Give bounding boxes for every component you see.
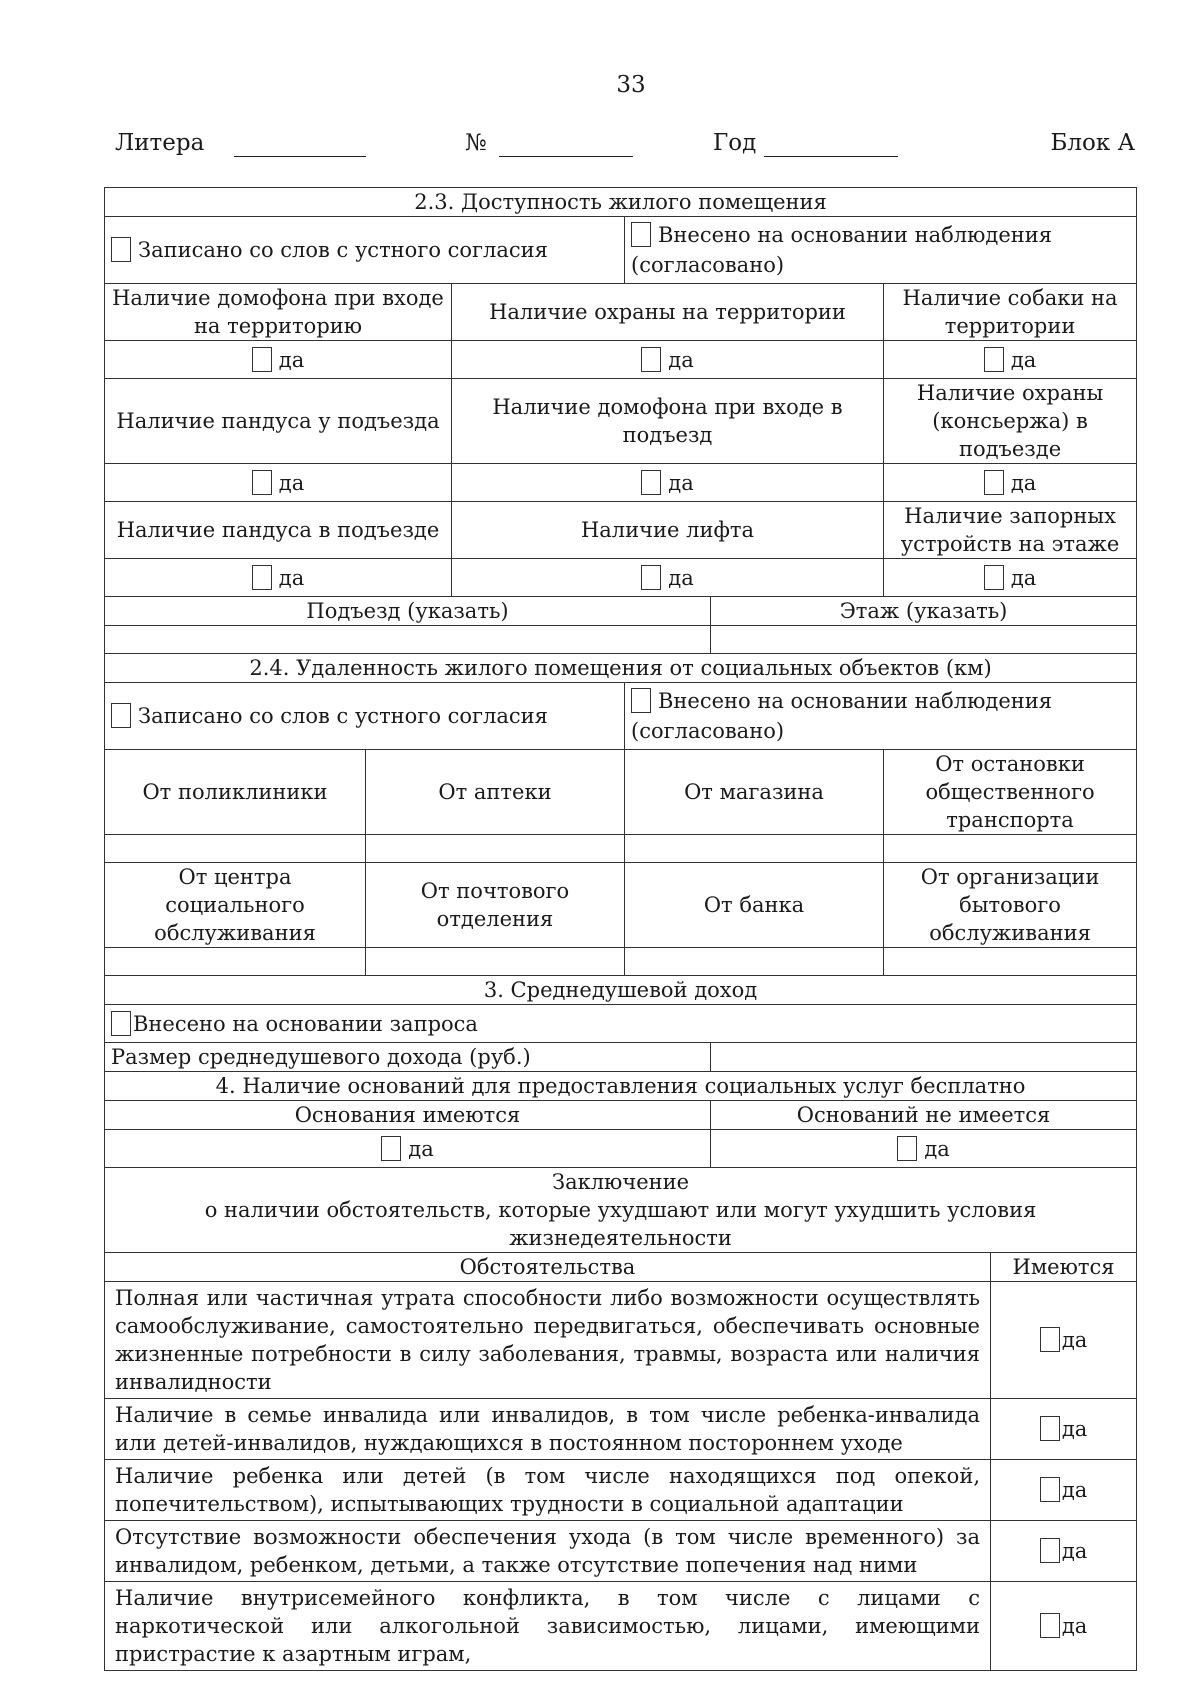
elevator-answer: да bbox=[452, 559, 884, 597]
concierge-entrance-label: Наличие охраны (консьержа) в подъезде bbox=[884, 379, 1137, 464]
ramp-inside-label: Наличие пандуса в подъезде bbox=[105, 502, 452, 559]
sec23-oral-consent-checkbox[interactable] bbox=[111, 237, 131, 262]
dist-pharmacy-label: От аптеки bbox=[366, 750, 625, 835]
checkbox[interactable] bbox=[252, 470, 272, 495]
intercom-entrance-answer: да bbox=[452, 464, 884, 502]
grounds-present-answer: да bbox=[105, 1130, 711, 1168]
sec24-oral-consent-checkbox[interactable] bbox=[111, 703, 131, 728]
elevator-label: Наличие лифта bbox=[452, 502, 884, 559]
checkbox[interactable] bbox=[641, 470, 661, 495]
ramp-entrance-label: Наличие пандуса у подъезда bbox=[105, 379, 452, 464]
grounds-absent-label: Оснований не имеется bbox=[711, 1101, 1137, 1130]
checkbox[interactable] bbox=[984, 347, 1004, 372]
circumstance-answer: да bbox=[991, 1521, 1137, 1582]
checkbox[interactable] bbox=[984, 565, 1004, 590]
checkbox[interactable] bbox=[641, 347, 661, 372]
circumstance-row: Полная или частичная утрата способности либо возможности осуществлять самообслуживание, самостоятельно передвигаться, обеспечивать основные жизненные потребности в силу заболевания, травмы, возраста или наличия инвалидности bbox=[105, 1282, 991, 1399]
dist-post-office-label: От почтового отделения bbox=[366, 863, 625, 948]
income-input[interactable] bbox=[711, 1043, 1137, 1072]
checkbox[interactable] bbox=[641, 565, 661, 590]
circumstance-row: Отсутствие возможности обеспечения ухода (в том числе временного) за инвалидом, ребенком, детьми, а также отсутствие попечения над ними bbox=[105, 1521, 991, 1582]
checkbox[interactable] bbox=[1040, 1416, 1060, 1441]
floor-input[interactable] bbox=[711, 626, 1137, 654]
concierge-entrance-answer: да bbox=[884, 464, 1137, 502]
conclusion-heading bbox=[105, 1168, 1137, 1253]
income-request-option: Внесено на основании запроса bbox=[105, 1005, 1137, 1043]
circumstances-column-header: Обстоятельства bbox=[105, 1253, 991, 1282]
income-request-checkbox[interactable] bbox=[111, 1011, 131, 1036]
section-4-title: 4. Наличие оснований для предоставления социальных услуг бесплатно bbox=[105, 1072, 1137, 1101]
dist-household-services-label: От организации бытового обслуживания bbox=[884, 863, 1137, 948]
checkbox[interactable] bbox=[1040, 1477, 1060, 1502]
intercom-entrance-label: Наличие домофона при входе в подъезд bbox=[452, 379, 884, 464]
litera-field[interactable] bbox=[234, 156, 366, 157]
section-2-3-title: 2.3. Доступность жилого помещения bbox=[105, 188, 1137, 217]
block-label: Блок А bbox=[1050, 130, 1135, 156]
entrance-input[interactable] bbox=[105, 626, 711, 654]
conclusion-title: Заключение bbox=[551, 1170, 690, 1194]
circumstance-answer: да bbox=[991, 1399, 1137, 1460]
circumstance-row: Наличие в семье инвалида или инвалидов, в том числе ребенка-инвалида или детей-инвалидов, нуждающихся в постоянном постороннем уходе bbox=[105, 1399, 991, 1460]
checkbox[interactable] bbox=[984, 470, 1004, 495]
checkbox[interactable] bbox=[1040, 1538, 1060, 1563]
dist-social-center-input[interactable] bbox=[105, 948, 366, 976]
checkbox[interactable] bbox=[1040, 1327, 1060, 1352]
dist-social-center-label: От центра социального обслуживания bbox=[105, 863, 366, 948]
floor-locks-label: Наличие запорных устройств на этаже bbox=[884, 502, 1137, 559]
ramp-entrance-answer: да bbox=[105, 464, 452, 502]
grounds-present-label: Основания имеются bbox=[105, 1101, 711, 1130]
guard-territory-label: Наличие охраны на территории bbox=[452, 284, 884, 341]
litera-label: Литера bbox=[115, 130, 205, 156]
intercom-territory-label: Наличие домофона при входе на территорию bbox=[105, 284, 452, 341]
form-header-line bbox=[115, 130, 1135, 162]
checkbox[interactable] bbox=[252, 565, 272, 590]
dist-bank-input[interactable] bbox=[625, 948, 884, 976]
guard-territory-answer: да bbox=[452, 341, 884, 379]
dist-shop-input[interactable] bbox=[625, 835, 884, 863]
grounds-absent-answer: да bbox=[711, 1130, 1137, 1168]
sec24-observation-checkbox[interactable] bbox=[631, 688, 651, 713]
checkbox[interactable] bbox=[897, 1136, 917, 1161]
year-label: Год bbox=[713, 130, 757, 156]
intercom-territory-answer: да bbox=[105, 341, 452, 379]
survey-form-table bbox=[104, 187, 1137, 1671]
dog-territory-label: Наличие собаки на территории bbox=[884, 284, 1137, 341]
sec23-observation-option: Внесено на основании наблюдения (согласовано) bbox=[625, 217, 1137, 284]
circumstance-answer: да bbox=[991, 1282, 1137, 1399]
dog-territory-answer: да bbox=[884, 341, 1137, 379]
number-label: № bbox=[465, 130, 487, 156]
ramp-inside-answer: да bbox=[105, 559, 452, 597]
sec24-observation-option: Внесено на основании наблюдения (согласовано) bbox=[625, 683, 1137, 750]
conclusion-subtitle: о наличии обстоятельств, которые ухудшают или могут ухудшить условия жизнедеятельности bbox=[204, 1198, 1037, 1250]
sec24-oral-consent-option: Записано со слов с устного согласия bbox=[105, 683, 625, 750]
dist-post-office-input[interactable] bbox=[366, 948, 625, 976]
section-3-title: 3. Среднедушевой доход bbox=[105, 976, 1137, 1005]
checkbox[interactable] bbox=[1040, 1613, 1060, 1638]
checkbox[interactable] bbox=[381, 1136, 401, 1161]
circumstance-row: Наличие ребенка или детей (в том числе находящихся под опекой, попечительством), испытывающих трудности в социальной адаптации bbox=[105, 1460, 991, 1521]
page-number: 33 bbox=[616, 72, 646, 98]
circumstance-answer: да bbox=[991, 1582, 1137, 1671]
circumstance-answer: да bbox=[991, 1460, 1137, 1521]
floor-locks-answer: да bbox=[884, 559, 1137, 597]
checkbox[interactable] bbox=[252, 347, 272, 372]
section-2-4-title: 2.4. Удаленность жилого помещения от социальных объектов (км) bbox=[105, 654, 1137, 683]
present-column-header: Имеются bbox=[991, 1253, 1137, 1282]
entrance-label: Подъезд (указать) bbox=[105, 597, 711, 626]
dist-transport-stop-label: От остановки общественного транспорта bbox=[884, 750, 1137, 835]
dist-pharmacy-input[interactable] bbox=[366, 835, 625, 863]
sec23-oral-consent-option: Записано со слов с устного согласия bbox=[105, 217, 625, 284]
floor-label: Этаж (указать) bbox=[711, 597, 1137, 626]
dist-clinic-input[interactable] bbox=[105, 835, 366, 863]
number-field[interactable] bbox=[499, 156, 633, 157]
dist-clinic-label: От поликлиники bbox=[105, 750, 366, 835]
dist-bank-label: От банка bbox=[625, 863, 884, 948]
year-field[interactable] bbox=[764, 156, 898, 157]
dist-household-services-input[interactable] bbox=[884, 948, 1137, 976]
dist-shop-label: От магазина bbox=[625, 750, 884, 835]
dist-transport-stop-input[interactable] bbox=[884, 835, 1137, 863]
circumstance-row: Наличие внутрисемейного конфликта, в том числе с лицами с наркотической или алкогольной зависимостью, лицами, имеющими пристрастие к азартным играм, bbox=[105, 1582, 991, 1671]
income-label: Размер среднедушевого дохода (руб.) bbox=[105, 1043, 711, 1072]
sec23-observation-checkbox[interactable] bbox=[631, 222, 651, 247]
